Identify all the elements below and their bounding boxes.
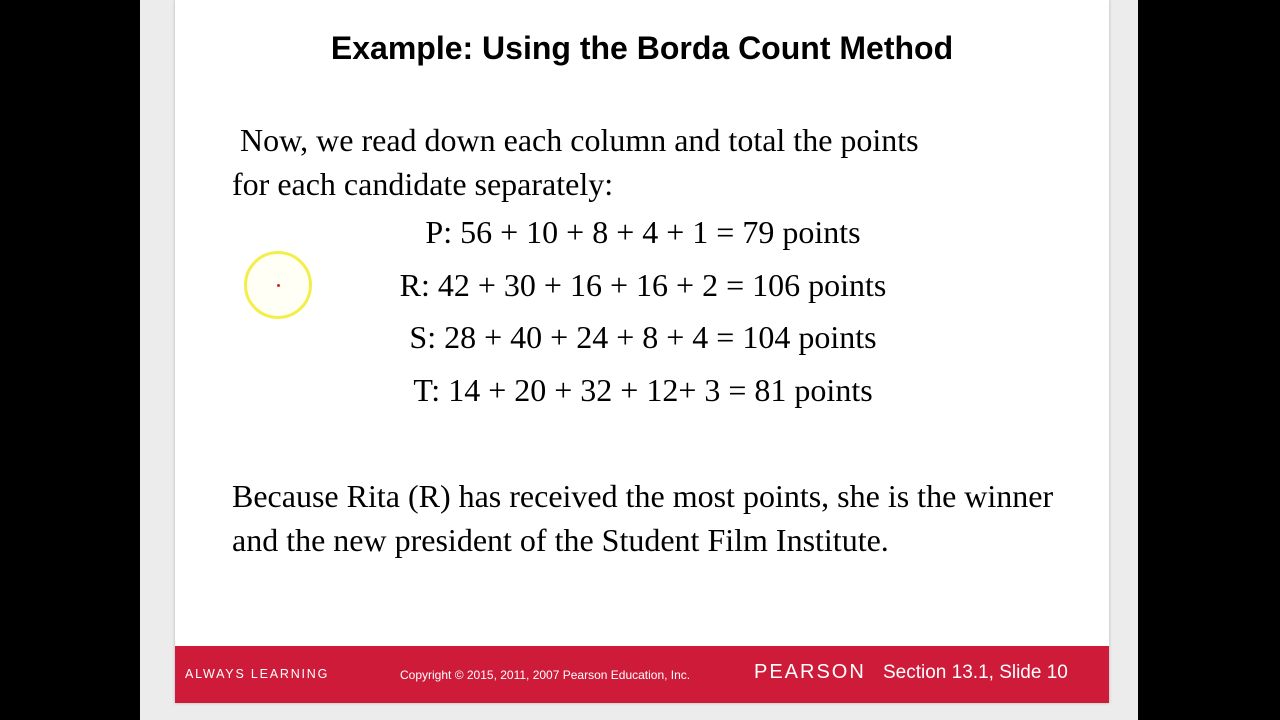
slide-footer	[175, 646, 1109, 703]
intro-paragraph	[232, 118, 1072, 206]
slide	[175, 0, 1109, 703]
pearson-logo: PEARSON	[754, 661, 866, 683]
footer-copyright: Copyright © 2015, 2011, 2007 Pearson Education, Inc.	[400, 668, 691, 682]
tally-s: S: 28 + 40 + 24 + 8 + 4 = 104 points	[409, 319, 877, 355]
tally-t: T: 14 + 20 + 32 + 12+ 3 = 81 points	[413, 371, 873, 408]
tally-p: P: 56 + 10 + 8 + 4 + 1 = 79 points	[425, 214, 861, 250]
intro-line-1: Now, we read down each column and total the points	[240, 122, 919, 158]
slide-reference: Section 13.1, Slide 10	[883, 662, 1068, 683]
footer-tagline: ALWAYS LEARNING	[185, 667, 330, 681]
mouse-pointer-icon	[277, 284, 280, 287]
slide-title: Example: Using the Borda Count Method	[330, 30, 954, 66]
intro-line-2: for each candidate separately:	[232, 166, 614, 202]
conclusion-paragraph: Because Rita (R) has received the most points, she is the winner and the new president of the Student Film Institute.	[232, 478, 1054, 558]
tally-list	[175, 210, 1109, 420]
tally-r: R: 42 + 30 + 16 + 16 + 2 = 106 points	[399, 266, 887, 303]
